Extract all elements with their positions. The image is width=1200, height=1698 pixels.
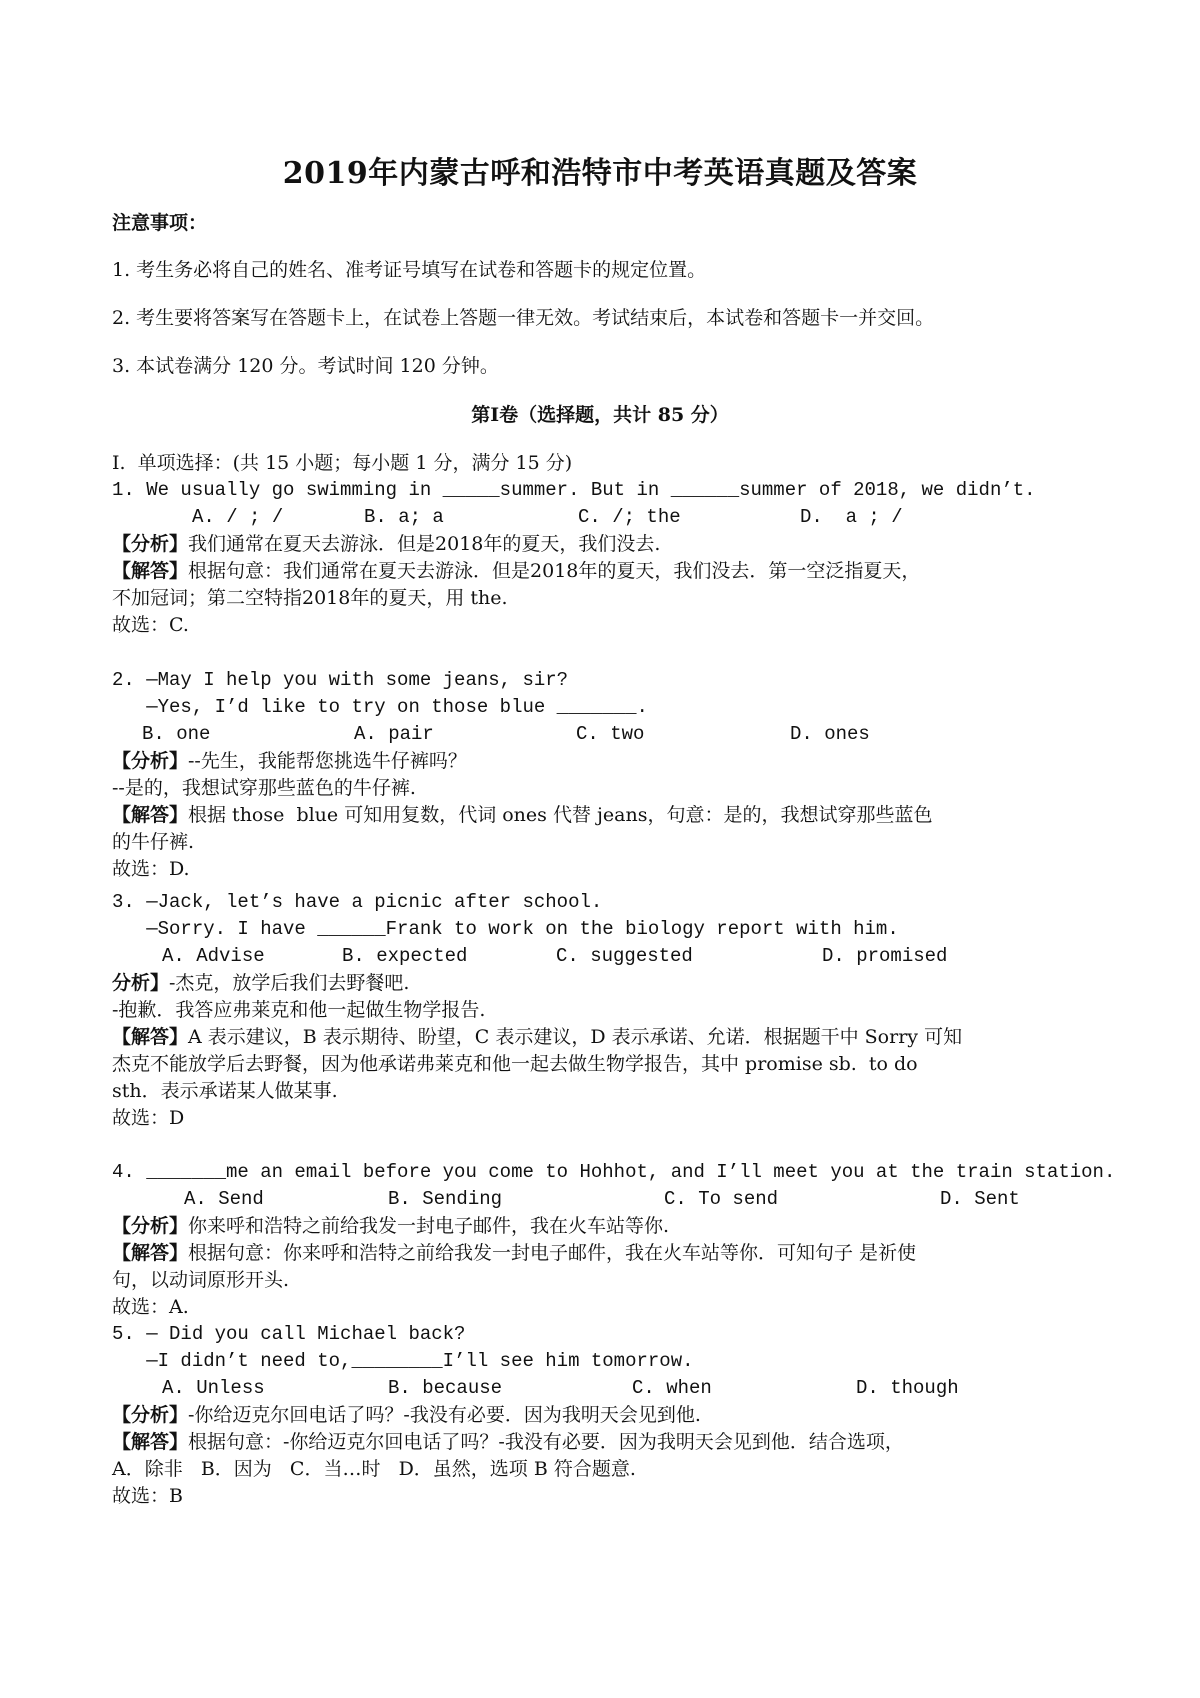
question-2-analysis-line-2: --是的，我想试穿那些蓝色的牛仔裤. bbox=[112, 777, 416, 799]
answer-text: 根据 those blue 可知用复数，代词 ones 代替 jeans，句意：是的，我想试穿那些蓝色 bbox=[188, 804, 933, 826]
question-3-choice: 故选：D bbox=[112, 1107, 185, 1129]
analysis-tag: 【分析】 bbox=[112, 1404, 189, 1426]
answer-text: 根据句意：我们通常在夏天去游泳．但是2018年的夏天，我们没去．第一空泛指夏天， bbox=[188, 560, 921, 582]
question-4-option-a: A. Send bbox=[184, 1188, 264, 1210]
question-4-option-c: C. To send bbox=[664, 1188, 779, 1210]
question-1-option-d: D. a ; / bbox=[800, 506, 903, 528]
answer-text: 根据句意：-你给迈克尔回电话了吗？-我没有必要．因为我明天会见到他．结合选项， bbox=[188, 1431, 904, 1453]
question-2-stem-line-2: —Yes, I’d like to try on those blue _______. bbox=[112, 696, 648, 718]
question-4-answer-line-2: 句，以动词原形开头. bbox=[112, 1269, 290, 1291]
notice-item-3: 3. 本试卷满分 120 分。考试时间 120 分钟。 bbox=[112, 355, 499, 377]
question-2-stem-line-1: 2. —May I help you with some jeans, sir? bbox=[112, 669, 569, 691]
notice-heading: 注意事项： bbox=[112, 212, 208, 234]
question-2-option-b: B. one bbox=[142, 723, 211, 745]
question-5-answer bbox=[112, 1430, 904, 1455]
question-2-choice: 故选：D. bbox=[112, 858, 190, 880]
question-4-answer bbox=[112, 1241, 916, 1266]
answer-tag: 【解答】 bbox=[112, 1026, 189, 1048]
question-3-option-c: C. suggested bbox=[556, 945, 693, 967]
answer-tag: 【解答】 bbox=[112, 1242, 189, 1264]
question-5-option-c: C. when bbox=[632, 1377, 712, 1399]
analysis-tag: 【分析】 bbox=[112, 533, 189, 555]
question-2-option-c: C. two bbox=[576, 723, 645, 745]
analysis-text: -你给迈克尔回电话了吗？-我没有必要．因为我明天会见到他. bbox=[188, 1404, 701, 1426]
answer-tag: 【解答】 bbox=[112, 1431, 189, 1453]
question-3-answer-line-2: 杰克不能放学后去野餐，因为他承诺弗莱克和他一起去做生物学报告，其中 promise sb. to do bbox=[112, 1053, 918, 1075]
question-3-answer-line-3: sth．表示承诺某人做某事. bbox=[112, 1080, 338, 1102]
question-1-option-c: C. /; the bbox=[578, 506, 681, 528]
analysis-tag: 【分析】 bbox=[112, 750, 189, 772]
question-4-option-d: D. Sent bbox=[940, 1188, 1020, 1210]
question-1-answer bbox=[112, 559, 920, 584]
question-3-option-d: D. promised bbox=[822, 945, 948, 967]
question-5-option-d: D. though bbox=[856, 1377, 959, 1399]
section-title: 第Ⅰ卷（选择题，共计 85 分） bbox=[471, 404, 729, 426]
question-4-option-b: B. Sending bbox=[388, 1188, 503, 1210]
question-1-choice: 故选：C. bbox=[112, 614, 189, 636]
question-1-stem-line-1: 1. We usually go swimming in _____summer. But in ______summer of 2018, we didn’t. bbox=[112, 479, 1036, 501]
analysis-text: --先生，我能帮您挑选牛仔裤吗？ bbox=[188, 750, 467, 772]
analysis-tag: 【分析】 bbox=[112, 1215, 189, 1237]
page-title: 2019年内蒙古呼和浩特市中考英语真题及答案 bbox=[282, 156, 918, 191]
question-3-analysis-line-2: -抱歉．我答应弗莱克和他一起做生物学报告. bbox=[112, 999, 486, 1021]
question-5-option-a: A. Unless bbox=[162, 1377, 265, 1399]
analysis-text: 你来呼和浩特之前给我发一封电子邮件，我在火车站等你. bbox=[188, 1215, 670, 1237]
analysis-tag: 分析】 bbox=[112, 972, 170, 994]
analysis-text: 我们通常在夏天去游泳．但是2018年的夏天，我们没去. bbox=[188, 533, 661, 555]
question-3-option-a: A. Advise bbox=[162, 945, 265, 967]
question-2-analysis bbox=[112, 749, 467, 774]
question-4-stem-line-1: 4. _______me an email before you come to Hohhot, and I’ll meet you at the train station. bbox=[112, 1161, 1116, 1183]
answer-text: 根据句意：你来呼和浩特之前给我发一封电子邮件，我在火车站等你．可知句子 是祈使 bbox=[188, 1242, 917, 1264]
question-2-option-a: A. pair bbox=[354, 723, 434, 745]
question-5-stem-line-2: —I didn’t need to,________I’ll see him tomorrow. bbox=[112, 1350, 694, 1372]
question-1-option-a: A. / ; / bbox=[192, 506, 284, 528]
answer-text: A 表示建议，B 表示期待、盼望，C 表示建议，D 表示承诺、允诺．根据题干中 Sorry 可知 bbox=[188, 1026, 963, 1048]
notice-item-2: 2. 考生要将答案写在答题卡上，在试卷上答题一律无效。考试结束后，本试卷和答题卡一并交回。 bbox=[112, 307, 935, 329]
answer-tag: 【解答】 bbox=[112, 804, 189, 826]
answer-tag: 【解答】 bbox=[112, 560, 189, 582]
analysis-text: -杰克，放学后我们去野餐吧. bbox=[169, 972, 410, 994]
question-2-answer-line-2: 的牛仔裤. bbox=[112, 831, 195, 853]
part-heading: I. 单项选择：(共 15 小题；每小题 1 分，满分 15 分) bbox=[112, 452, 573, 474]
question-5-answer-line-2: A．除非 B．因为 C．当…时 D．虽然，选项 B 符合题意. bbox=[112, 1458, 636, 1480]
question-2-option-d: D. ones bbox=[790, 723, 870, 745]
question-3-stem-line-1: 3. —Jack, let’s have a picnic after school. bbox=[112, 891, 603, 913]
question-3-analysis bbox=[112, 971, 409, 996]
question-5-stem-line-1: 5. — Did you call Michael back? bbox=[112, 1323, 466, 1345]
question-3-stem-line-2: —Sorry. I have ______Frank to work on the biology report with him. bbox=[112, 918, 899, 940]
question-1-option-b: B. a; a bbox=[364, 506, 444, 528]
question-3-option-b: B. expected bbox=[342, 945, 468, 967]
question-1-analysis bbox=[112, 532, 660, 557]
question-1-answer-line-2: 不加冠词；第二空特指2018年的夏天，用 the. bbox=[112, 587, 508, 609]
question-3-answer bbox=[112, 1025, 962, 1050]
notice-item-1: 1. 考生务必将自己的姓名、准考证号填写在试卷和答题卡的规定位置。 bbox=[112, 259, 707, 281]
question-5-option-b: B. because bbox=[388, 1377, 503, 1399]
question-5-analysis bbox=[112, 1403, 701, 1428]
question-5-choice: 故选：B bbox=[112, 1485, 183, 1507]
question-2-answer bbox=[112, 803, 932, 828]
question-4-choice: 故选：A. bbox=[112, 1296, 189, 1318]
question-4-analysis bbox=[112, 1214, 669, 1239]
